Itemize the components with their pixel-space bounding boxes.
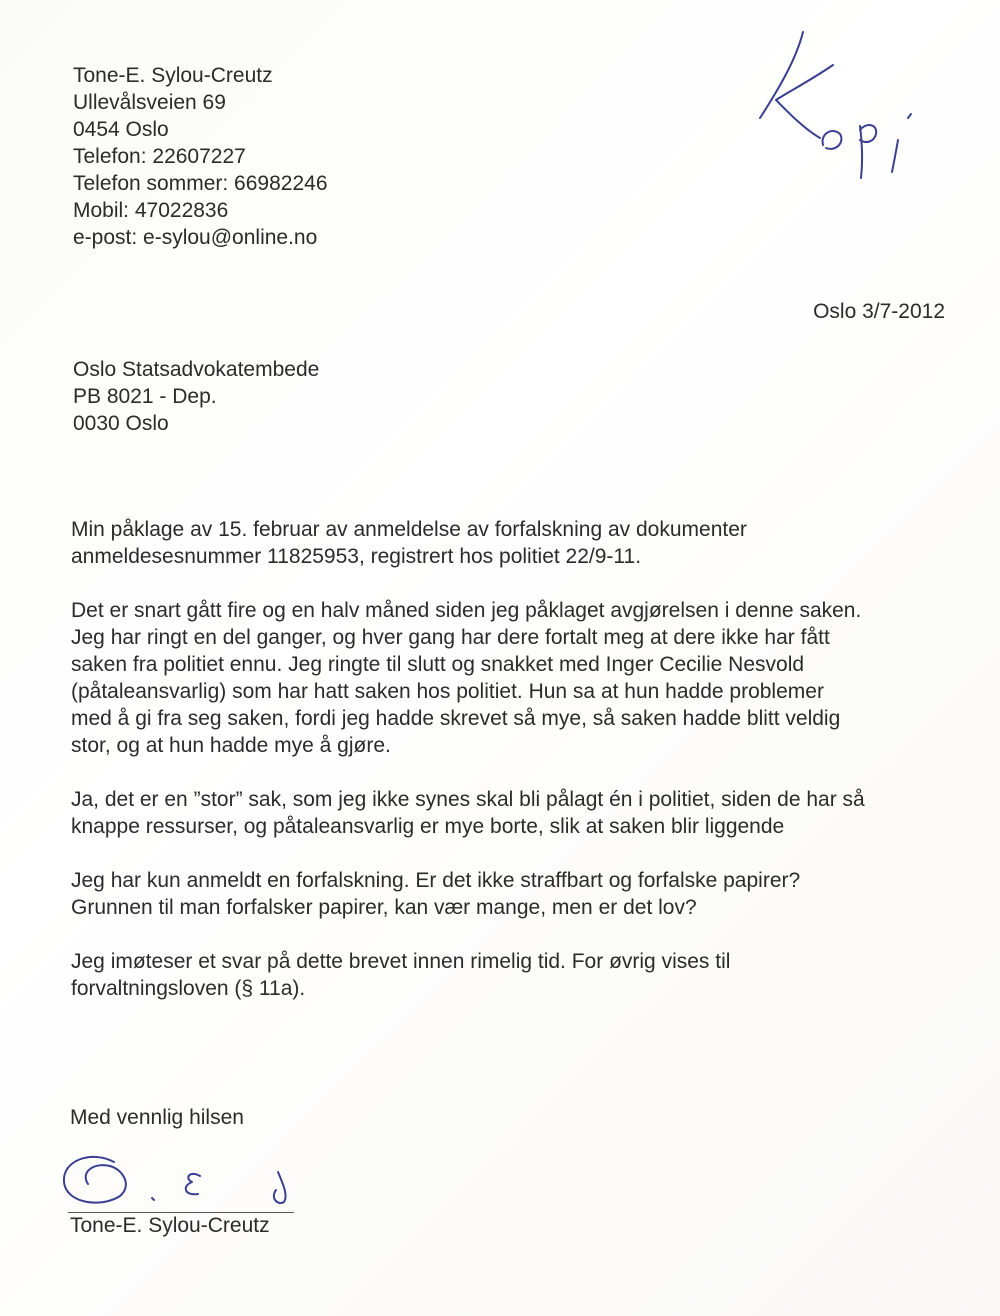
- signature-line: [68, 1212, 294, 1213]
- paragraph-complaint: Det er snart gått fire og en halv måned siden jeg påklaget avgjørelsen i denne saken. Jeg har ringt en del ganger, og hver gang har dere fortalt meg at dere ikke har fått saken fra politiet ennu. Jeg ringte til slutt og snakket med Inger Cecilie Nesvold (påtaleansvarlig) som har hatt saken hos politiet. Hun sa at hun hadde problemer med å gi fra seg saken, fordi jeg hadde skrevet så mye, så saken hadde blitt veldig stor, og at hun hadde mye å gjøre.: [71, 599, 862, 757]
- sender-email: e-post: e-sylou@online.no: [73, 226, 318, 249]
- signature-stroke-3: [274, 1172, 286, 1203]
- paragraph-subject: Min påklage av 15. februar av anmeldelse av forfalskning av dokumenter anmeldesesnummer 11825953, registrert hos politiet 22/9-11.: [71, 518, 747, 568]
- sender-phone-summer: Telefon sommer: 66982246: [73, 172, 328, 195]
- sender-postal: 0454 Oslo: [73, 118, 169, 141]
- signature-stroke-1: [64, 1157, 126, 1203]
- kopi-stroke-p: [860, 125, 876, 178]
- paragraph-big-case: Ja, det er en ”stor” sak, som jeg ikke synes skal bli pålagt én i politiet, siden de har så knappe ressurser, og påtaleansvarlig er mye borte, slik at saken blir liggende: [71, 788, 865, 838]
- signature-stroke-2: [186, 1174, 200, 1194]
- sender-mobile: Mobil: 47022836: [73, 199, 229, 222]
- kopi-stroke-o: [823, 131, 842, 149]
- sender-name: Tone-E. Sylou-Creutz: [73, 64, 273, 87]
- kopi-stroke-i-dot: [908, 114, 911, 118]
- handwritten-kopi-mark: [748, 20, 928, 190]
- signature-stroke-dot: [152, 1198, 154, 1200]
- closing-phrase: Med vennlig hilsen: [70, 1106, 244, 1129]
- sender-street: Ullevålsveien 69: [73, 91, 226, 114]
- handwritten-signature: [52, 1142, 312, 1222]
- recipient-box: PB 8021 - Dep.: [73, 385, 217, 408]
- letter-date: Oslo 3/7-2012: [813, 300, 945, 323]
- signer-name: Tone-E. Sylou-Creutz: [70, 1214, 270, 1237]
- kopi-stroke-i: [892, 140, 898, 172]
- recipient-name: Oslo Statsadvokatembede: [73, 358, 320, 381]
- sender-address-block: [73, 62, 328, 251]
- paragraph-request: Jeg imøteser et svar på dette brevet innen rimelig tid. For øvrig vises til forvaltningsloven (§ 11a).: [71, 950, 731, 1000]
- recipient-address-block: [73, 356, 319, 437]
- sender-phone: Telefon: 22607227: [73, 145, 246, 168]
- recipient-postal: 0030 Oslo: [73, 412, 169, 435]
- paragraph-forgery: Jeg har kun anmeldt en forfalskning. Er det ikke straffbart og forfalske papirer? Grunnen til man forfalsker papirer, kan vær mange, men er det lov?: [71, 869, 801, 919]
- letter-body: [71, 516, 971, 1029]
